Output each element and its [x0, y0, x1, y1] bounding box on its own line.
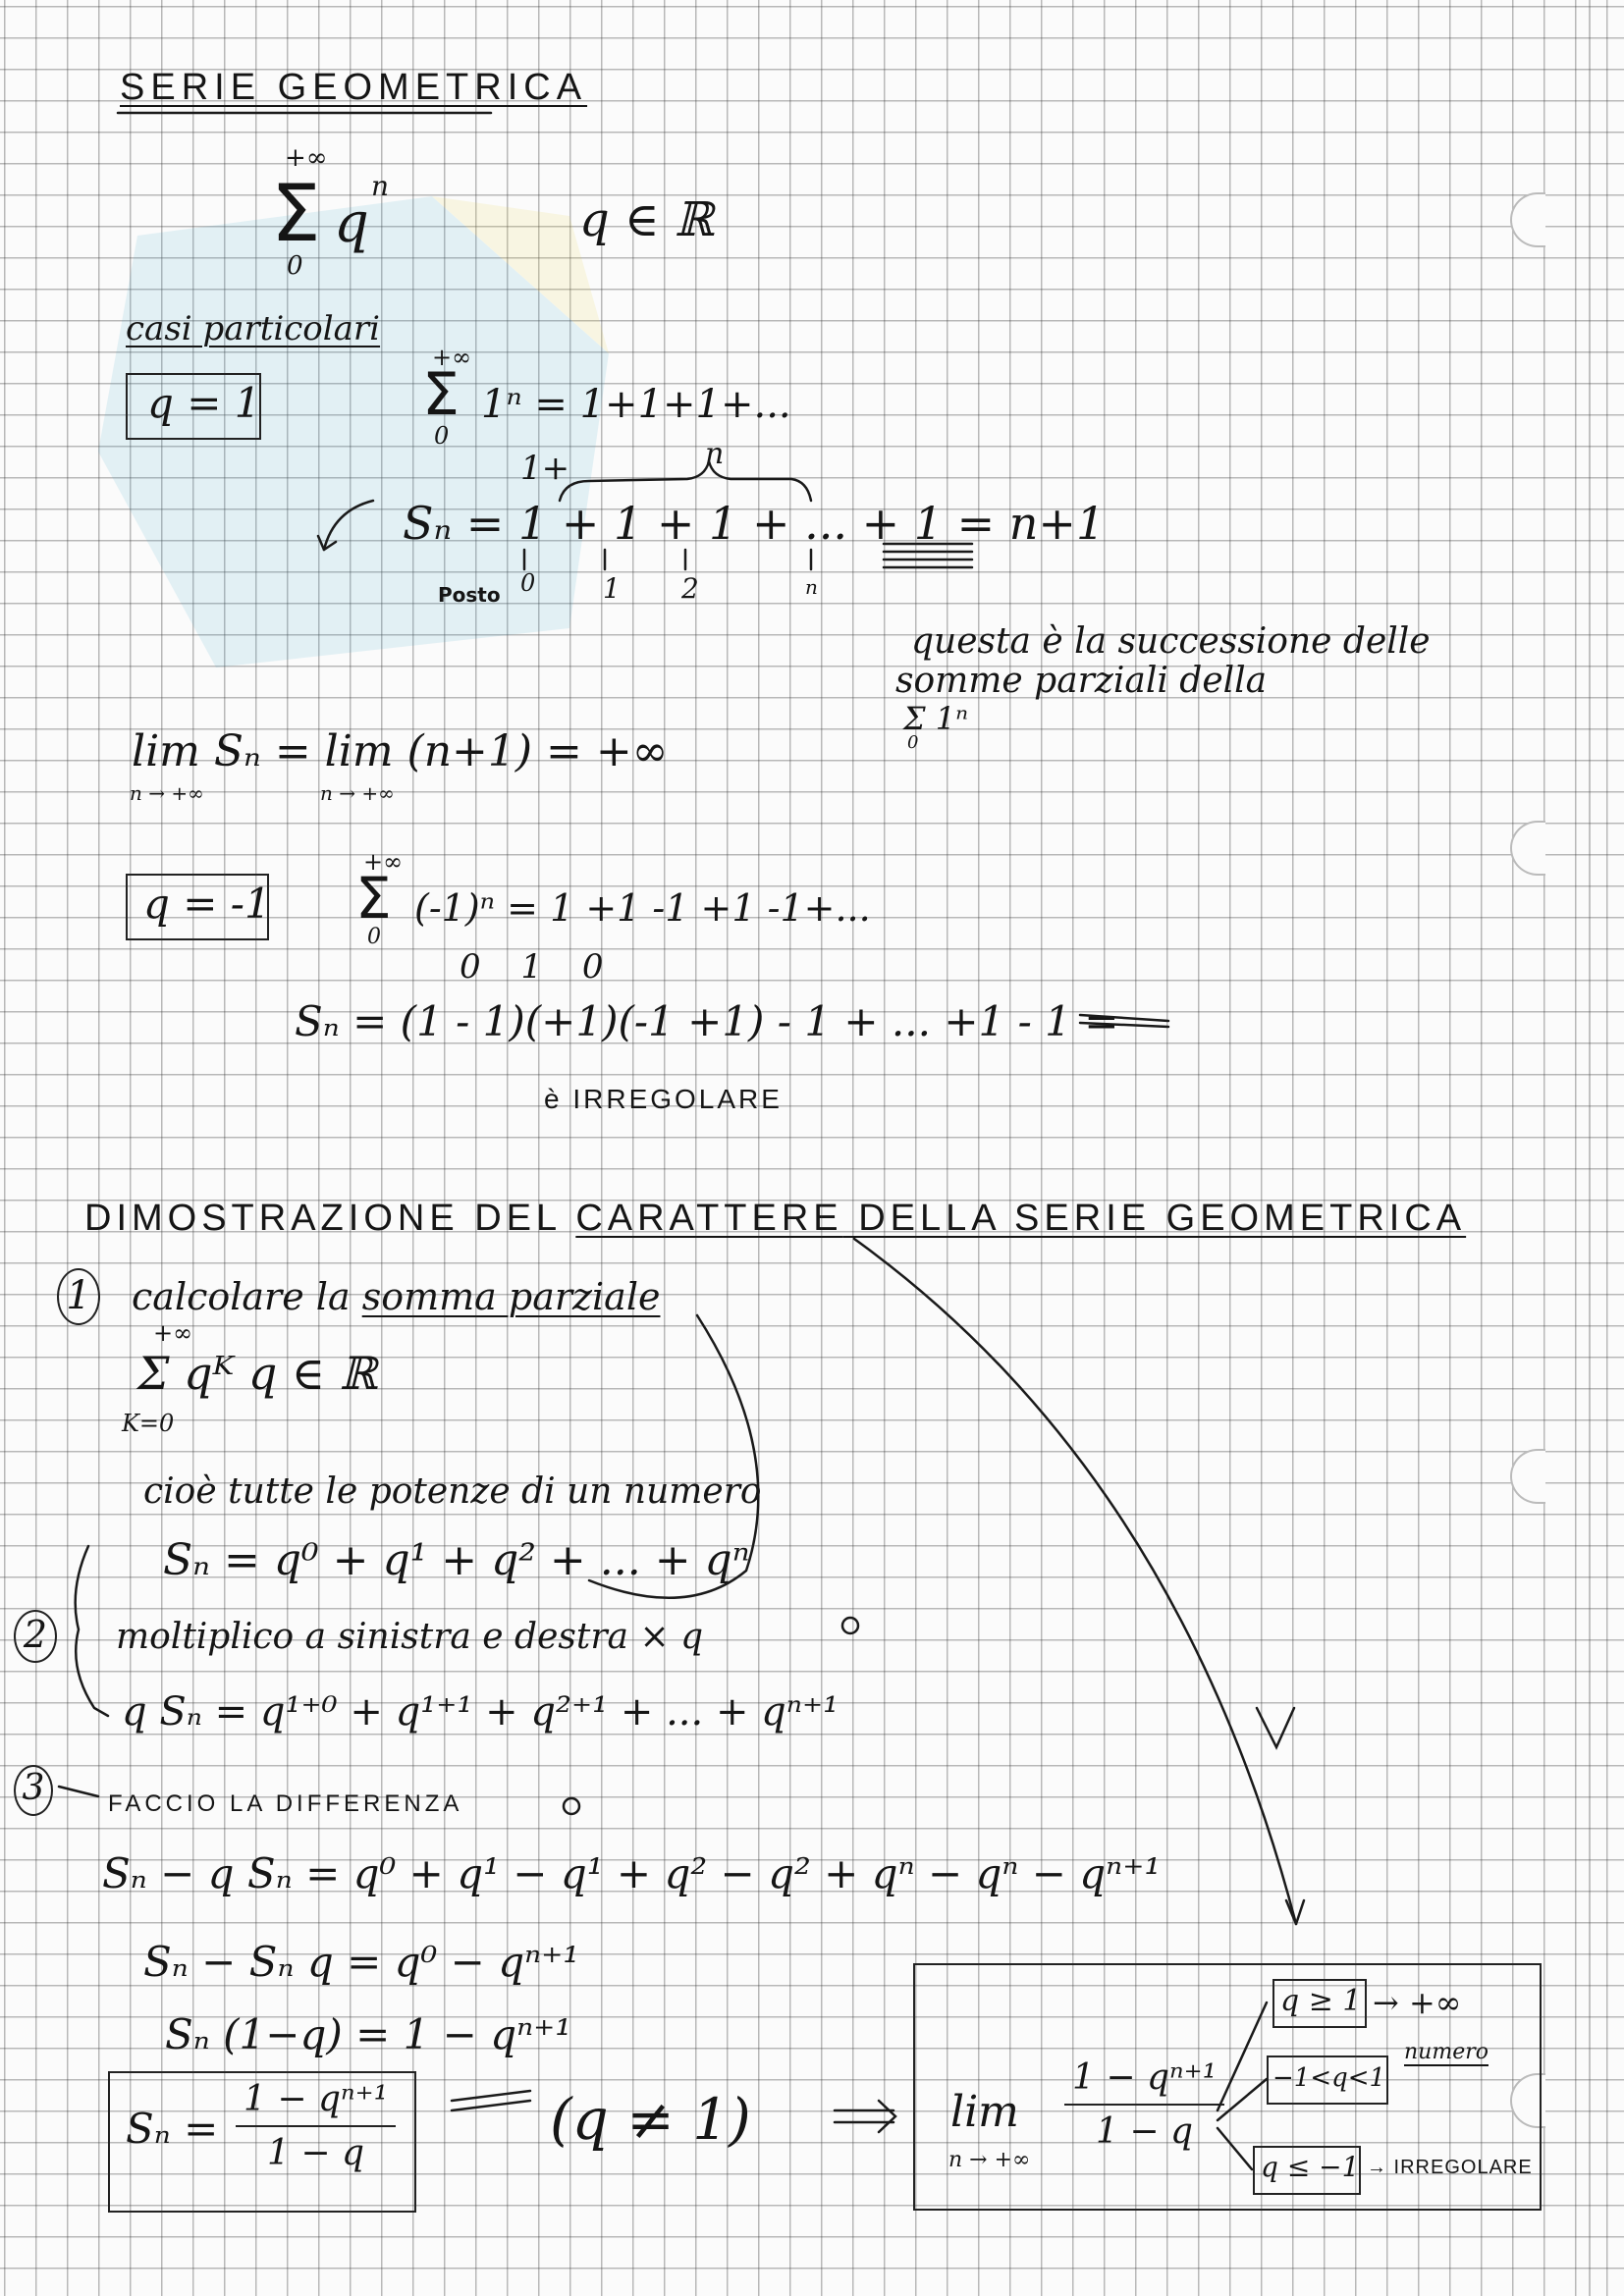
condition-text: (q ≠ 1) [550, 2086, 751, 2153]
limit-subscript: n → +∞ [130, 781, 204, 805]
curved-arrow [589, 1315, 758, 1598]
sum-upper: +∞ [432, 344, 472, 371]
diff-equation: Sₙ − q Sₙ = q⁰ + q¹ − q¹ + q² − q² + qⁿ − qⁿ − qⁿ⁺¹ [102, 1849, 1162, 1897]
case-condition: q ≥ 1 [1280, 1984, 1362, 2018]
case-condition: −1<q<1 [1272, 2063, 1386, 2093]
sum-lower: K=0 [122, 1410, 175, 1437]
explanation-text: moltiplico a sinistra e destra × q [116, 1617, 704, 1657]
bracket [76, 1546, 108, 1716]
scribble [884, 544, 972, 567]
index-label: 2 [681, 572, 699, 605]
series-expression: (-1)ⁿ = 1 +1 -1 +1 -1+... [414, 886, 871, 930]
irregular-note: è IRREGOLARE [544, 1084, 783, 1114]
partial-sum: Sₙ = 1 + 1 + 1 + ... + 1 = n+1 [403, 497, 1106, 550]
step-text-emphasis: somma parziale [361, 1275, 661, 1318]
fraction-denominator: 1 − q [267, 2133, 365, 2173]
step-text: FACCIO LA DIFFERENZA [108, 1790, 463, 1817]
case-result: → IRREGOLARE [1367, 2157, 1533, 2178]
index-label: n [805, 575, 818, 599]
limit-expression: lim Sₙ = lim (n+1) = +∞ [132, 726, 669, 776]
fraction-numerator: 1 − qⁿ⁺¹ [236, 2079, 396, 2127]
sum-symbol: Σ [355, 865, 392, 932]
scribble [1080, 1015, 1168, 1027]
zero-annotations: 0 1 0 [460, 947, 604, 987]
brace-count: n [705, 437, 725, 471]
sum-lower: 0 [287, 251, 303, 281]
sum-upper: +∞ [153, 1319, 193, 1347]
limit-subscript: n → +∞ [320, 781, 395, 805]
step-number: 1 [57, 1268, 100, 1325]
sum-term: q [334, 191, 369, 255]
heading-part: DELLA SERIE GEOMETRICA [842, 1198, 1467, 1239]
index-label: 1 [603, 572, 621, 605]
arrow-head [1257, 1708, 1294, 1747]
sum-upper: +∞ [285, 143, 328, 173]
step-number: 3 [14, 1765, 53, 1816]
case-label: q = 1 [147, 379, 261, 427]
case-result: numero [1404, 2040, 1489, 2064]
sum-symbol: Σ [271, 168, 321, 259]
qsn-equation: q Sₙ = q¹⁺⁰ + q¹⁺¹ + q²⁺¹ + ... + qⁿ⁺¹ [122, 1689, 839, 1735]
note-text: somme parziali della [895, 661, 1268, 701]
note-subscript: 0 [907, 732, 919, 753]
fraction-denominator: 1 − q [1096, 2111, 1194, 2152]
formula-lhs: Sₙ = [126, 2105, 219, 2153]
sum-lower: 0 [367, 925, 381, 949]
limit-word: lim [950, 2087, 1019, 2137]
curved-arrow [324, 501, 373, 550]
case-result: → +∞ [1373, 1984, 1462, 2021]
brace-prefix: 1+ [520, 449, 570, 488]
brace [560, 461, 811, 501]
section-label: casi particolari [126, 309, 381, 348]
partial-sum: Sₙ = (1 - 1)(+1)(-1 +1) - 1 + ... +1 - 1 = [295, 997, 1119, 1045]
factored-equation: Sₙ (1−q) = 1 − qⁿ⁺¹ [165, 2010, 572, 2058]
series-domain: q ∈ ℝ [579, 192, 714, 247]
sum-upper: +∞ [363, 848, 404, 876]
step-number: 2 [14, 1610, 57, 1663]
case-arrows [1218, 2002, 1267, 2169]
note-text: Σ 1ⁿ [903, 700, 969, 737]
sum-symbol: Σ [422, 360, 460, 429]
limit-subscript: n → +∞ [948, 2148, 1031, 2172]
case-label: q = -1 [143, 880, 271, 928]
page-title: SERIE GEOMETRICA [120, 67, 588, 108]
explanation-text: cioè tutte le potenze di un numero [143, 1471, 762, 1512]
simplified-equation: Sₙ − Sₙ q = q⁰ − qⁿ⁺¹ [143, 1938, 580, 1986]
series-expression: 1ⁿ = 1+1+1+... [481, 382, 791, 427]
double-arrow [452, 2091, 530, 2110]
sum-exp: n [371, 170, 390, 202]
note-text: questa è la successione delle [911, 621, 1431, 662]
heading-emphasis: CARATTERE [575, 1198, 843, 1239]
heading-part: DIMOSTRAZIONE DEL [84, 1198, 576, 1239]
posto-label: Posto [438, 583, 501, 607]
long-arrow [854, 1239, 1296, 1924]
fraction-numerator: 1 − qⁿ⁺¹ [1064, 2057, 1224, 2106]
case-condition: q ≤ −1 [1261, 2151, 1360, 2183]
step-text-part: calcolare la [132, 1275, 362, 1318]
index-label: 0 [520, 569, 536, 597]
sum-lower: 0 [434, 422, 450, 450]
sum-k-expression: Σ qᴷ q ∈ ℝ [137, 1347, 377, 1400]
sn-equation: Sₙ = q⁰ + q¹ + q² + ... + qⁿ [163, 1535, 750, 1585]
arrow [59, 1787, 98, 1796]
